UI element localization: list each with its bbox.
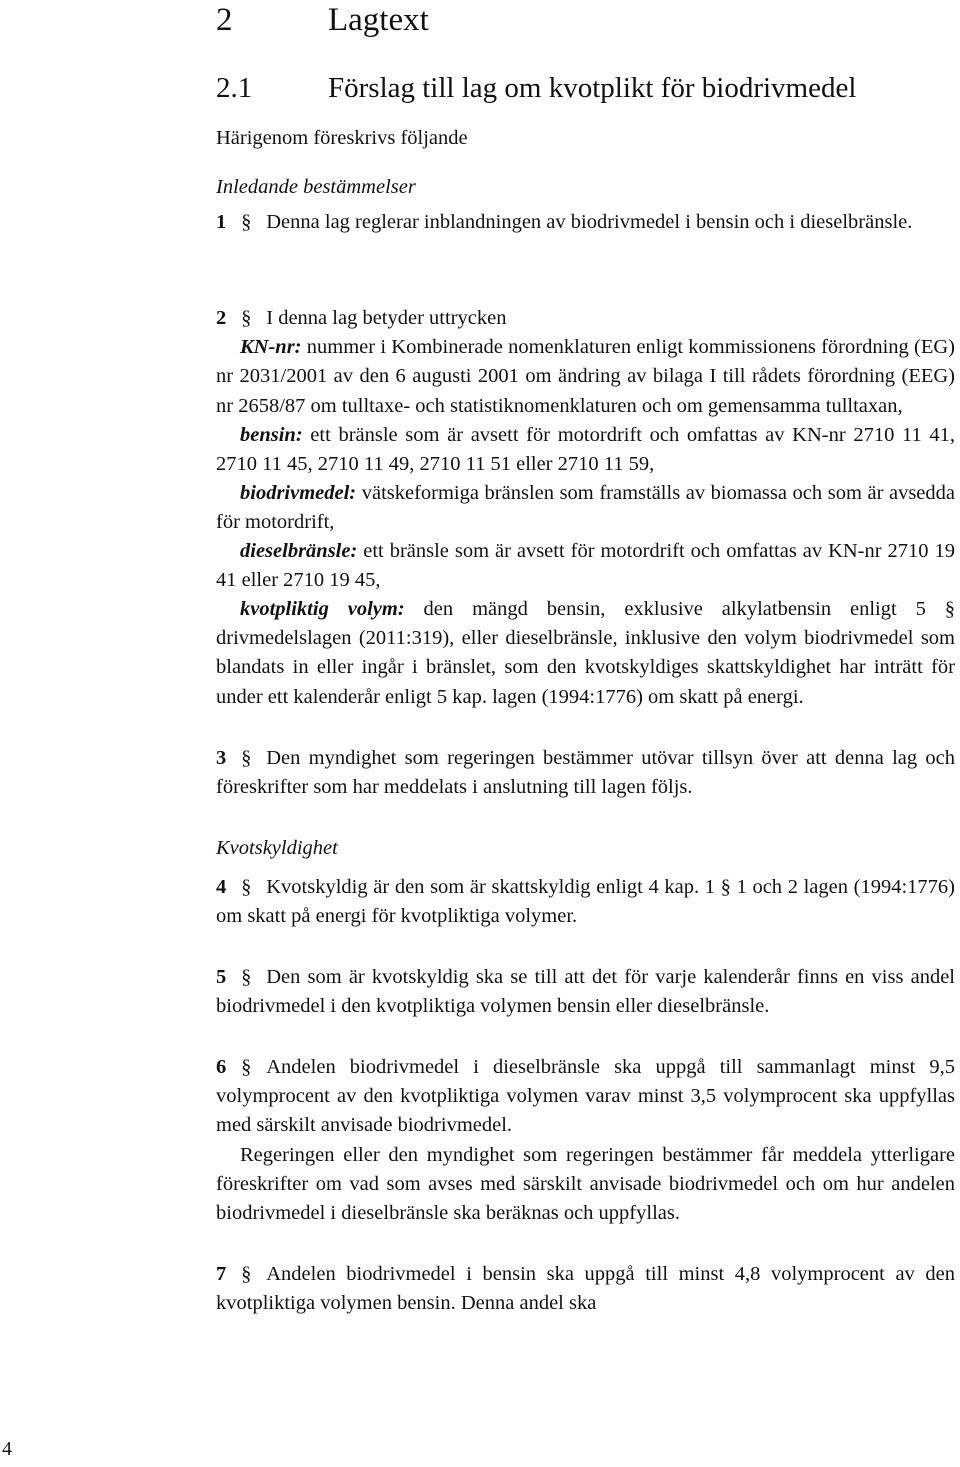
paragraph-number: 5 (216, 966, 227, 989)
paragraph-text: Den som är kvotskyldig ska se till att det för varje kalenderår finns en viss andel biodrivmedel i den kvotpliktiga volymen bensin eller dieselbränsle. (216, 966, 955, 1018)
paragraph-3 (216, 744, 955, 802)
definition-kvotpliktig-volym (216, 595, 955, 711)
definition-text: ett bränsle som är avsett för motordrift och omfattas av KN-nr 2710 19 41 eller 2710 19 45, (216, 540, 955, 592)
definition-term: KN-nr: (240, 336, 302, 359)
section-number: 2.1 (216, 72, 253, 104)
definition-term: biodrivmedel: (240, 481, 357, 504)
chapter-number: 2 (216, 2, 233, 38)
paragraph-text: Andelen biodrivmedel i dieselbränsle ska uppgå till sammanlagt minst 9,5 volymprocent av den kvotpliktiga volymen varav minst 3,5 volymprocent ska uppfyllas med särskilt anvisade biodrivmedel. (216, 1056, 955, 1137)
definition-text: ett bränsle som är avsett för motordrift och omfattas av KN-nr 2710 11 41, 2710 11 45, 2710 11 49, 2710 11 51 eller 2710 11 59, (216, 423, 955, 475)
paragraph-number: 7 (216, 1262, 227, 1285)
section-sign: § (241, 211, 252, 234)
paragraph-text: Andelen biodrivmedel i bensin ska uppgå till minst 4,8 volymprocent av den kvotpliktiga volymen bensin. Denna andel ska (216, 1262, 955, 1314)
chapter-heading (216, 0, 429, 40)
intro-text: Härigenom föreskrivs följande (216, 127, 468, 149)
definition-term: bensin: (240, 423, 303, 446)
chapter-title: Lagtext (328, 2, 429, 38)
definition-text: nummer i Kombinerade nomenklaturen enligt kommissionens förordning (EG) nr 2031/2001 av den 6 augusti 2001 om ändring av bilaga I till rådets förordning (EEG) nr 2658/87 om tulltaxe- och statistiknomenklaturen och om gemensamma tulltaxan, (216, 336, 955, 417)
paragraph-6-second: Regeringen eller den myndighet som regeringen bestämmer får meddela ytterligare föreskrifter om vad som avses med särskilt anvisade biodrivmedel och om hur andelen biodrivmedel i dieselbränsle ska beräknas och uppfyllas. (216, 1143, 955, 1224)
paragraph-number: 1 (216, 211, 227, 234)
paragraph-2 (216, 304, 955, 333)
definition-term: dieselbränsle: (240, 540, 358, 563)
definition-text: den mängd bensin, exklusive alkylatbensin enligt 5 § drivmedelslagen (2011:319), eller dieselbränsle, inklusive den volym biodrivmedel som blandats in eller ingår i bränslet, som den kvotskyldiges skattskyldighet har inträtt för under ett kalenderår enligt 5 kap. lagen (1994:1776) om skatt på energi. (216, 598, 955, 708)
section-sign: § (241, 746, 252, 769)
paragraph-text: Kvotskyldig är den som är skattskyldig enligt 4 kap. 1 § 1 och 2 lagen (1994:1776) om skatt på energi för kvotpliktiga volymer. (216, 875, 955, 927)
paragraph-number: 4 (216, 875, 227, 898)
page-number: 4 (2, 1438, 12, 1460)
definition-kn-nr (216, 333, 955, 420)
section-sign: § (241, 307, 252, 330)
definition-biodrivmedel (216, 479, 955, 537)
paragraph-6 (216, 1053, 955, 1140)
section-heading (216, 70, 856, 106)
paragraph-number: 2 (216, 307, 227, 330)
definition-term: kvotpliktig volym: (240, 598, 405, 621)
paragraph-number: 6 (216, 1056, 227, 1079)
section-sign: § (241, 875, 252, 898)
definition-text: vätskeformiga bränslen som framställs av biomassa och som är avsedda för motordrift, (216, 481, 955, 533)
paragraph-1 (216, 208, 955, 237)
section-sign: § (241, 1262, 252, 1285)
subhead-kvotskyldighet: Kvotskyldighet (216, 836, 338, 859)
definition-dieselbransle (216, 537, 955, 595)
paragraph-text: I denna lag betyder uttrycken (266, 307, 507, 330)
paragraph-text: Denna lag reglerar inblandningen av biodrivmedel i bensin och i dieselbränsle. (266, 211, 913, 234)
subhead-inledande: Inledande bestämmelser (216, 176, 416, 199)
definition-bensin (216, 421, 955, 479)
section-sign: § (241, 966, 252, 989)
paragraph-number: 3 (216, 746, 227, 769)
section-sign: § (241, 1056, 252, 1079)
paragraph-text: Den myndighet som regeringen bestämmer utövar tillsyn över att denna lag och föreskrifter som har meddelats i anslutning till lagen följs. (216, 746, 955, 798)
paragraph-7 (216, 1260, 955, 1318)
paragraph-5 (216, 963, 955, 1021)
law-text (216, 124, 955, 1318)
paragraph-4 (216, 873, 955, 931)
section-title: Förslag till lag om kvotplikt för biodrivmedel (328, 72, 857, 104)
